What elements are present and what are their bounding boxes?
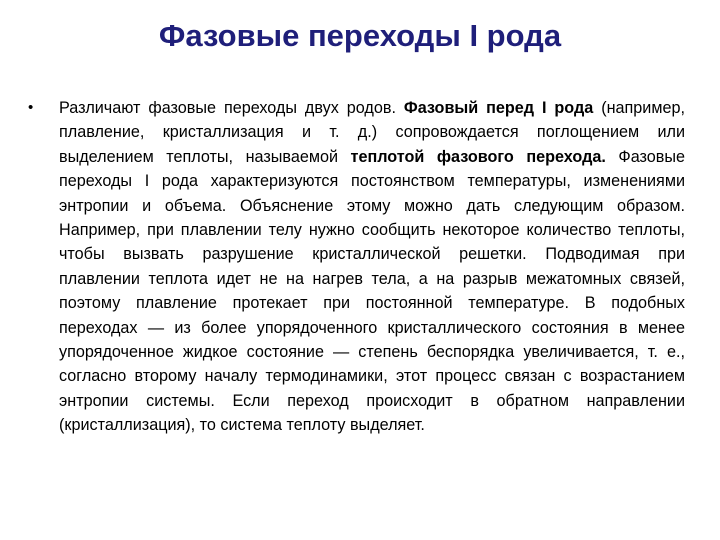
bullet-marker: • bbox=[28, 99, 34, 116]
bullet-paragraph bbox=[59, 96, 685, 438]
paragraph-segment: Различают фазовые переходы двух родов. bbox=[59, 99, 404, 117]
paragraph-segment: (например, плавление, кристаллизация и т. д.) сопровождается поглощением или выделением теплоты, называемой bbox=[59, 99, 685, 166]
term-phase-transition-first-order: Фазовый перед I рода bbox=[403, 99, 594, 117]
slide-title: Фазовые переходы I рода bbox=[158, 18, 562, 53]
paragraph-segment: Фазовые переходы I рода характеризуются постоянством температуры, изменениями энтропии и объема. Объяснение этому можно дать следующим образом. Например, при плавлении телу нужно сообщить некоторое количество теплоты, чтобы вызвать разрушение кристаллической решетки. Подводимая при плавлении теплота идет не на нагрев тела, а на разрыв межатомных связей, поэтому плавление протекает при постоянной температуре. В подобных переходах — из более упорядоченного кристаллического состояния в менее упорядоченное жидкое состояние — степень беспорядка увеличивается, т. е., согласно второму началу термодинамики, этот процесс связан с возрастанием энтропии системы. Если переход происходит в обратном направлении (кристаллизация), то система теплоту выделяет. bbox=[59, 147, 685, 435]
term-heat-of-phase-transition: теплотой фазового перехода. bbox=[350, 147, 606, 166]
